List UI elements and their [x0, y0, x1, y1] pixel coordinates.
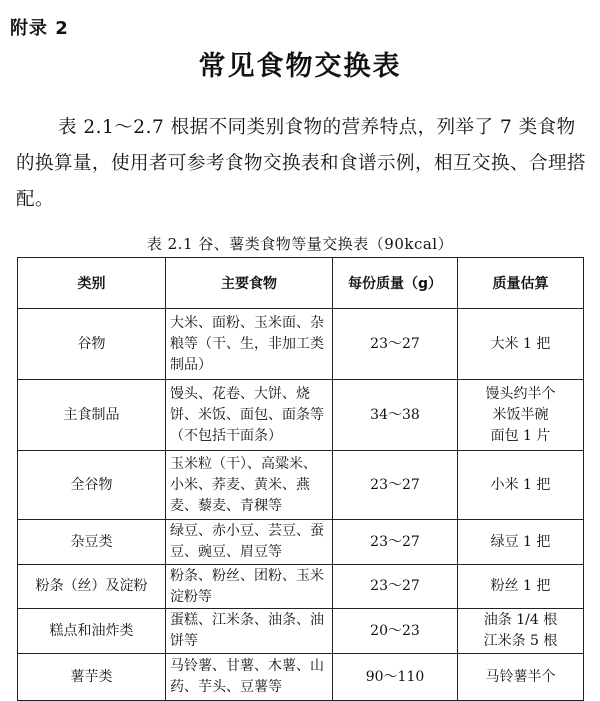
estimate-cell: [458, 309, 584, 380]
foods-cell: 马铃薯、甘薯、木薯、山药、芋头、豆薯等: [166, 654, 333, 701]
estimate-line: 江米条 5 根: [483, 633, 558, 649]
table-row: [18, 565, 584, 609]
table-header-row: [18, 258, 584, 309]
estimate-line: 小米 1 把: [490, 476, 551, 493]
weight-cell: 20～23: [333, 609, 458, 654]
header-weight-per-serving: 每份质量（g）: [333, 258, 458, 309]
table-caption: 表 2.1 谷、薯类食物等量交换表（90kcal）: [146, 235, 454, 253]
weight-cell: 34～38: [333, 380, 458, 451]
foods-cell: 玉米粒（干）、高粱米、小米、荞麦、黄米、燕麦、藜麦、青稞等: [166, 451, 333, 520]
estimate-line: 馒头约半个: [485, 385, 556, 402]
foods-cell: 绿豆、赤小豆、芸豆、蚕豆、豌豆、眉豆等: [166, 520, 333, 565]
foods-cell: 大米、面粉、玉米面、杂粮等（干、生，非加工类制品）: [166, 309, 333, 380]
estimate-line: 面包 1 片: [490, 427, 551, 444]
category-cell: 全谷物: [18, 451, 166, 520]
weight-cell: 23～27: [333, 451, 458, 520]
appendix-label: 附录 2: [10, 18, 69, 39]
weight-cell: 23～27: [333, 309, 458, 380]
estimate-line: 马铃薯半个: [485, 668, 556, 685]
category-cell: 杂豆类: [18, 520, 166, 565]
table-row: [18, 520, 584, 565]
estimate-line: 绿豆 1 把: [490, 533, 551, 550]
category-cell: 谷物: [18, 309, 166, 380]
estimate-line: 油条 1/4 根: [483, 612, 558, 628]
table-row: [18, 609, 584, 654]
food-exchange-table: [17, 257, 584, 701]
estimate-line: 米饭半碗: [492, 406, 549, 423]
header-main-foods: 主要食物: [166, 258, 333, 309]
estimate-line: 粉丝 1 把: [490, 578, 551, 594]
estimate-cell: [458, 520, 584, 565]
table-row: [18, 451, 584, 520]
category-cell: 粉条（丝）及淀粉: [18, 565, 166, 609]
estimate-line: 大米 1 把: [490, 335, 551, 352]
weight-cell: 23～27: [333, 565, 458, 609]
table-row: [18, 309, 584, 380]
weight-cell: 90～110: [333, 654, 458, 701]
foods-cell: 粉条、粉丝、团粉、玉米淀粉等: [166, 565, 333, 609]
weight-cell: 23～27: [333, 520, 458, 565]
table-row: [18, 380, 584, 451]
table-row: [18, 654, 584, 701]
estimate-cell: [458, 565, 584, 609]
foods-cell: 蛋糕、江米条、油条、油饼等: [166, 609, 333, 654]
header-category: 类别: [18, 258, 166, 309]
estimate-cell: [458, 451, 584, 520]
estimate-cell: [458, 654, 584, 701]
estimate-cell: [458, 380, 584, 451]
estimate-cell: [458, 609, 584, 654]
category-cell: 薯芋类: [18, 654, 166, 701]
category-cell: 糕点和油炸类: [18, 609, 166, 654]
intro-paragraph: 表 2.1～2.7 根据不同类别食物的营养特点，列举了 7 类食物的换算量，使用者可参考食物交换表和食谱示例，相互交换、合理搭配。: [16, 117, 587, 210]
page-title: 常见食物交换表: [198, 51, 402, 82]
foods-cell: 馒头、花卷、大饼、烧饼、米饭、面包、面条等（不包括干面条）: [166, 380, 333, 451]
category-cell: 主食制品: [18, 380, 166, 451]
header-weight-estimate: 质量估算: [458, 258, 584, 309]
